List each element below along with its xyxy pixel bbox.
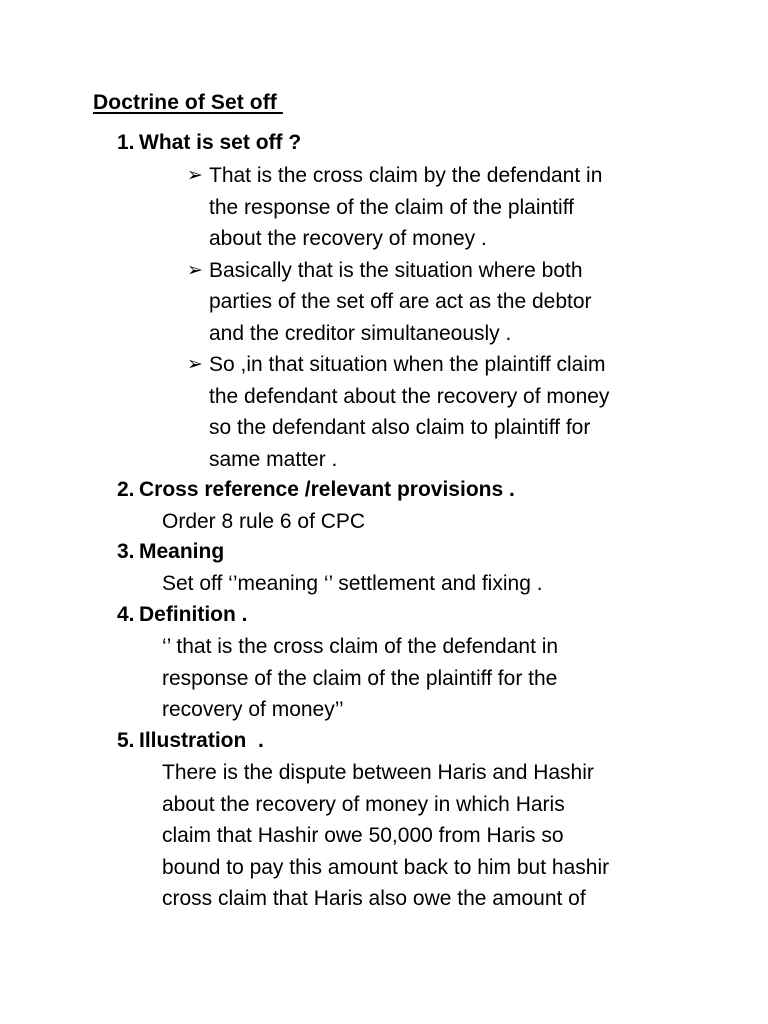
bullet-text-line: and the creditor simultaneously . (209, 321, 512, 345)
section-1-heading (117, 131, 301, 155)
section-4-heading (117, 603, 248, 627)
section-title: Cross reference /relevant provisions . (139, 478, 515, 501)
bullet-text-line: same matter . (209, 447, 338, 471)
arrow-bullet-icon: ➢ (187, 354, 203, 375)
section-number: 5. (117, 729, 135, 752)
section-text-line: ‘’ that is the cross claim of the defendant in (162, 635, 559, 658)
section-number: 3. (117, 540, 135, 563)
section-text-line: bound to pay this amount back to him but hashir (162, 855, 610, 879)
bullet-text-line: Basically that is the situation where both (209, 258, 583, 282)
section-text-line: Set off ‘’meaning ‘’ settlement and fixing . (162, 572, 543, 595)
section-title: Definition . (139, 603, 248, 626)
section-text-line: response of the claim of the plaintiff for the (162, 666, 558, 690)
bullet-text-line: about the recovery of money . (209, 227, 487, 250)
section-number: 1. (117, 131, 135, 154)
section-text-line: claim that Hashir owe 50,000 from Haris so (162, 824, 564, 847)
section-2-heading (117, 478, 515, 502)
section-number: 2. (117, 478, 135, 501)
bullet-text-line: parties of the set off are act as the debtor (209, 290, 592, 313)
arrow-bullet-icon: ➢ (187, 165, 203, 186)
section-text-line: recovery of money’’ (162, 698, 344, 721)
bullet-text-line: That is the cross claim by the defendant in (209, 164, 603, 187)
bullet-text-line: the response of the claim of the plaintiff (209, 195, 574, 219)
section-text-line: Order 8 rule 6 of CPC (162, 510, 366, 533)
section-title: Illustration . (139, 729, 264, 752)
section-5-heading (117, 729, 264, 753)
section-title: Meaning (139, 540, 225, 563)
section-3-heading (117, 540, 224, 564)
section-number: 4. (117, 603, 135, 626)
section-text-line: about the recovery of money in which Haris (162, 792, 565, 816)
arrow-bullet-icon: ➢ (187, 259, 203, 281)
bullet-text-line: So ,in that situation when the plaintiff claim (209, 353, 606, 376)
section-text-line: There is the dispute between Haris and Hashir (162, 761, 594, 784)
bullet-text-line: the defendant about the recovery of money (209, 384, 610, 408)
section-text-line: cross claim that Haris also owe the amount of (162, 887, 586, 910)
document-title: Doctrine of Set off (93, 91, 283, 114)
bullet-text-line: so the defendant also claim to plaintiff for (209, 416, 591, 439)
section-title: What is set off ? (139, 131, 302, 154)
